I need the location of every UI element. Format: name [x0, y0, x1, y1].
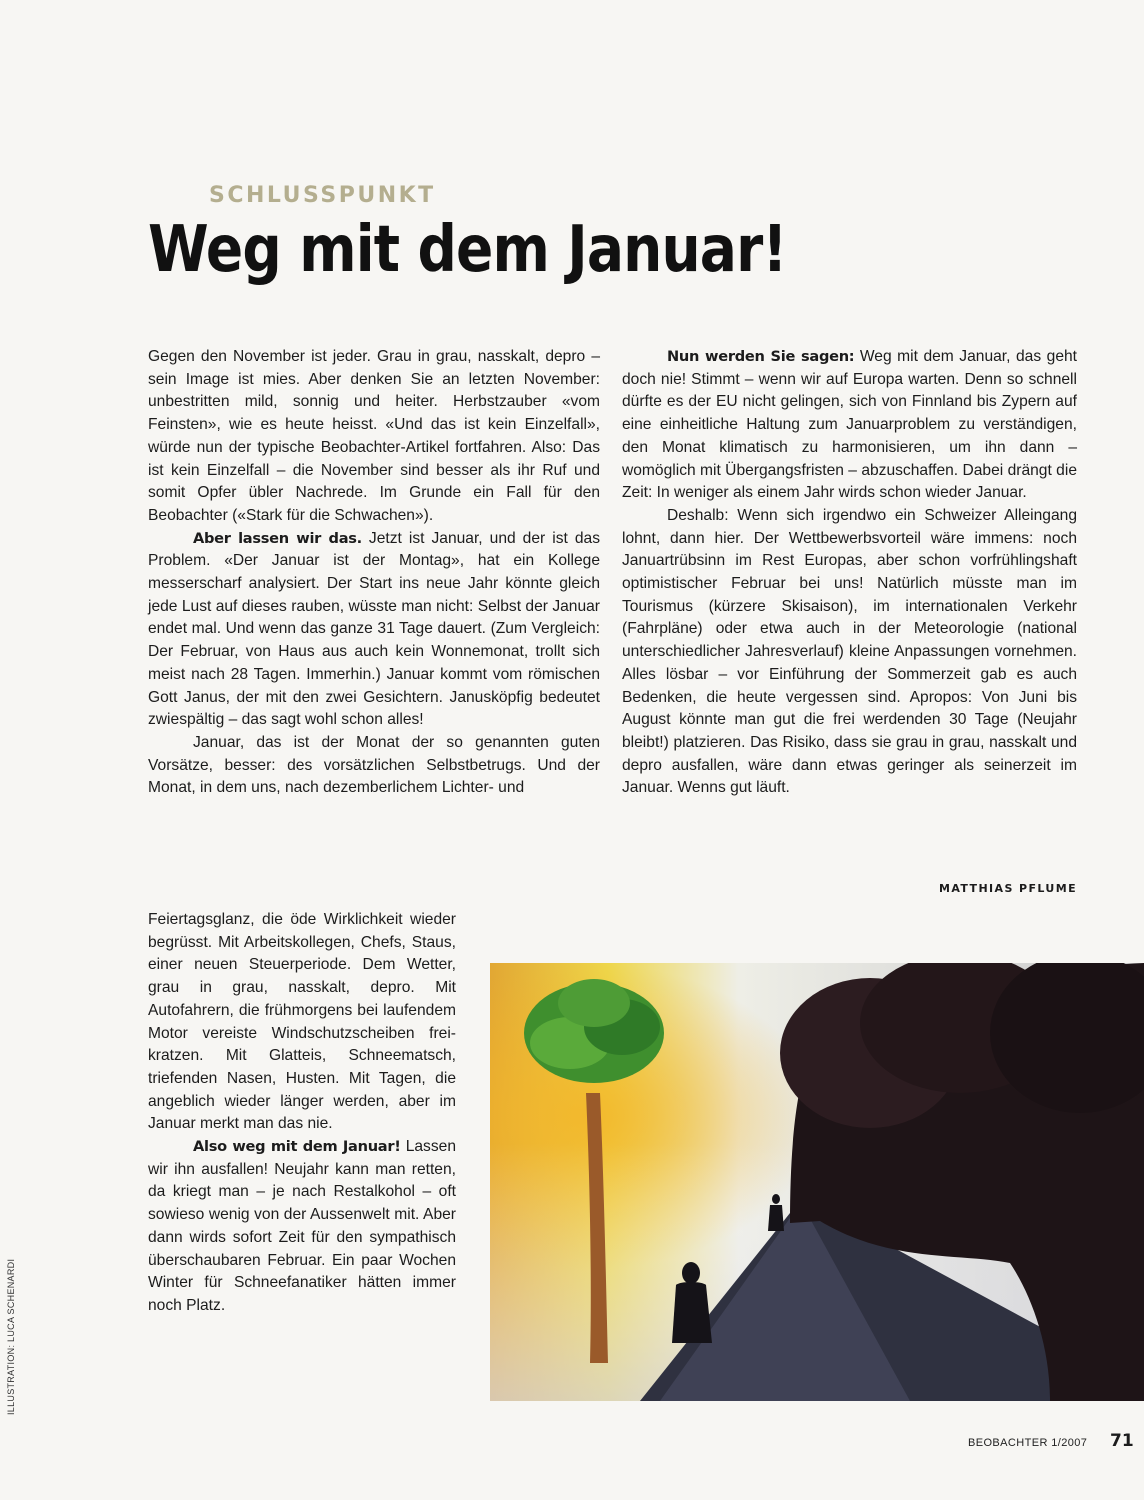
left-column — [148, 346, 600, 800]
paragraph-4-lead: Also weg mit dem Januar! — [193, 1138, 401, 1156]
kicker: SCHLUSSPUNKT — [209, 183, 436, 208]
paragraph-4-body: Lassen wir ihn ausfallen! Neujahr kann man retten, da kriegt man – je nach Restalkohol – oft sowieso wenig von der Aussenwelt mit. Aber dann wirds sofort Zeit für den sympathisch überschaubaren Februar. Ein paar Wochen Winter für Schneefanatiker hätten immer noch Platz. — [148, 1138, 456, 1314]
paragraph-5 — [622, 346, 1077, 505]
author-byline: MATTHIAS PFLUME — [938, 882, 1077, 895]
paragraph-2-body: Jetzt ist Januar, und der ist das Problem. «Der Januar ist der Montag», hat ein Kollege messerscharf analysiert. Der Start ins neue Jahr könnte gleich jede Lust auf dieses rauben, wüsste man nicht: Selbst der Januar endet mal. Und wenn das ganze 31 Tage dauert. (Zum Vergleich: Der Februar, von Haus aus auch kein Wonnemonat, trollt sich meist nach 28 Tagen. Immerhin.) Januar kommt vom römischen Gott Janus, der mit den zwei Gesichtern. Janusköpfig bedeutet zwiespältig – das sagt wohl schon alles! — [148, 529, 601, 729]
headline: Weg mit dem Januar! — [148, 213, 787, 287]
paragraph-2-lead: Aber lassen wir das. — [193, 529, 362, 547]
illustration-credit: ILLUSTRATION: LUCA SCHENARDI — [6, 1258, 16, 1415]
paragraph-2 — [148, 528, 600, 732]
paragraph-5-body: Weg mit dem Januar, das geht doch nie! Stimmt – wenn wir auf Europa warten. Denn so schnell dürfte es der EU nicht gelingen, sich von Finnland bis Zypern auf eine einheitliche Haltung zum Januarproblem zu verständigen, den Monat klimatisch zu harmonisieren, um ihn dann – womöglich mit Übergangsfristen – abzuschaffen. Dabei drängt die Zeit: In weniger als einem Jahr wirds schon wieder Januar. — [622, 348, 1077, 502]
paragraph-4 — [148, 1136, 456, 1318]
publication-issue: BEOBACHTER 1/2007 — [968, 1437, 1088, 1449]
narrow-column — [148, 909, 456, 1318]
illustration-park-path — [490, 963, 1144, 1401]
paragraph-5-lead: Nun werden Sie sagen: — [667, 348, 855, 365]
paragraph-6: Deshalb: Wenn sich irgendwo ein Schweizer Alleingang lohnt, dann hier. Der Wettbewerbsvorteil wäre immens: noch Januartrübsinn im Rest Europas, aber schon vorfrühlingshaft optimistischer Februar bei uns! Natürlich müsste man im Tourismus (kürzere Skisaison), im internationalen Verkehr (Fahrpläne) oder etwa auch in der Meteorologie (national unterschiedlicher Jahresverlauf) kleine Anpassungen vornehmen. Alles lösbar – vor Einführung der Sommerzeit gab es auch Bedenken, die heute vergessen sind. Apropos: Von Juni bis August könnte man gut die frei werdenden 30 Tage (Neujahr bleibt!) platzieren. Das Risiko, dass sie grau in grau, nasskalt und depro ausfallen, wäre dann etwas geringer als seinerzeit im Januar. Wenns gut läuft. — [622, 506, 1077, 797]
paragraph-3: Januar, das ist der Monat der so genannten guten Vorsätze, besser: des vorsätzlichen Selbstbetrugs. Und der Monat, in dem uns, nach dezemberlichem Lichter- und — [148, 733, 600, 797]
page-number: 71 — [1110, 1431, 1134, 1451]
right-column — [622, 346, 1077, 800]
paragraph-3-continued: Feiertagsglanz, die öde Wirklichkeit wieder begrüsst. Mit Arbeitskollegen, Chefs, Staus, einer neuen Steuerperiode. Dem Wetter, grau in grau, nasskalt, depro. Mit Autofahrern, die frühmorgens bei laufendem Motor vereiste Windschutzscheiben freikratzen. Mit Glatteis, Schneematsch, triefenden Nasen, Husten. Mit Tagen, die angeblich wieder länger werden, aber im Januar merkt man das nie. — [148, 911, 456, 1133]
paragraph-1: Gegen den November ist jeder. Grau in grau, nasskalt, depro – sein Image ist mies. Aber denken Sie an letzten November: unbestritten mild, sonnig und heiter. Herbstzauber «vom Feinsten», wie es heute heisst. «Und das ist kein Einzelfall», würde nun der typische Beobachter-Artikel fortfahren. Also: Das ist kein Einzelfall – die November sind besser als ihr Ruf und somit Opfer übler Nachrede. Im Grunde ein Fall für den Beobachter («Stark für die Schwachen»). — [148, 348, 600, 524]
